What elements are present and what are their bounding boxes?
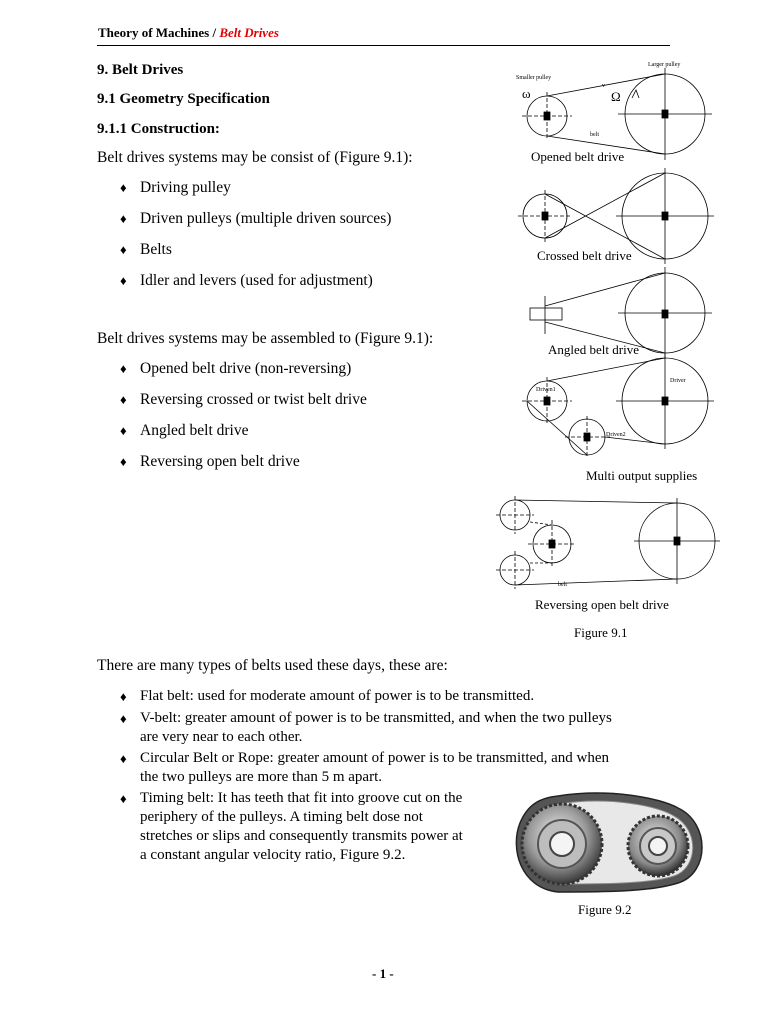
bullet-icon: ♦ xyxy=(120,711,127,726)
header-prefix: Theory of Machines / xyxy=(98,25,217,40)
list-item: Opened belt drive (non-reversing) xyxy=(140,360,352,377)
label-larger-pulley: Larger pulley xyxy=(648,62,681,68)
belt-type-rope-line2: the two pulleys are more than 5 m apart. xyxy=(140,769,383,785)
multi-output-diagram xyxy=(522,353,714,458)
opened-belt-drive-diagram xyxy=(522,68,712,160)
belt-drive-diagrams xyxy=(490,52,730,612)
label-smaller-pulley: Smaller pulley xyxy=(516,75,552,81)
header-section: Belt Drives xyxy=(219,25,279,40)
list-item: Idler and levers (used for adjustment) xyxy=(140,272,373,289)
subsection-heading: 9.1.1 Construction: xyxy=(97,121,220,137)
chapter-heading: 9. Belt Drives xyxy=(97,62,184,78)
reversing-open-belt-drive-diagram xyxy=(496,496,720,589)
header-rule xyxy=(97,45,670,46)
section-heading: 9.1 Geometry Specification xyxy=(97,91,270,107)
list-item: Angled belt drive xyxy=(140,422,249,439)
caption-angled: Angled belt drive xyxy=(548,342,639,357)
caption-reversing: Reversing open belt drive xyxy=(535,597,669,612)
figure-1-caption: Figure 9.1 xyxy=(574,625,628,640)
types-intro: There are many types of belts used these days, these are: xyxy=(97,657,448,674)
bullet-icon: ♦ xyxy=(120,242,127,257)
assembly-intro: Belt drives systems may be assembled to (Figure 9.1): xyxy=(97,330,434,347)
bullet-icon: ♦ xyxy=(120,361,127,376)
belt-type-timing-line3: stretches or slips and consequently transmits power at xyxy=(140,828,463,844)
label-driver: Driver xyxy=(670,378,686,384)
list-item: Driving pulley xyxy=(140,179,231,196)
timing-belt-photo xyxy=(510,788,710,896)
label-driven2: Driven2 xyxy=(606,432,626,438)
belt-type-vbelt-line1: V-belt: greater amount of power is to be transmitted, and when the two pulleys xyxy=(140,710,612,726)
label-belt: belt xyxy=(590,132,599,138)
bullet-icon: ♦ xyxy=(120,791,127,806)
list-item: Driven pulleys (multiple driven sources) xyxy=(140,210,392,227)
caption-opened: Opened belt drive xyxy=(531,149,625,164)
belt-type-rope-line1: Circular Belt or Rope: greater amount of power is to be transmitted, and when xyxy=(140,750,610,766)
bullet-icon: ♦ xyxy=(120,211,127,226)
belt-type-timing-line2: periphery of the pulleys. A timing belt dose not xyxy=(140,809,423,825)
page-number: - 1 - xyxy=(372,966,394,981)
list-item: Reversing crossed or twist belt drive xyxy=(140,391,367,408)
label-v: v xyxy=(602,83,605,89)
bullet-icon: ♦ xyxy=(120,423,127,438)
figure-2-caption: Figure 9.2 xyxy=(578,902,632,917)
list-item: Reversing open belt drive xyxy=(140,453,300,470)
label-omega-large: Ω xyxy=(611,89,621,104)
bullet-icon: ♦ xyxy=(120,273,127,288)
belt-type-timing-line4: a constant angular velocity ratio, Figure 9.2. xyxy=(140,847,406,863)
label-omega-small: ω xyxy=(522,86,531,101)
caption-multi: Multi output supplies xyxy=(586,468,698,483)
list-item: Belts xyxy=(140,241,172,258)
bullet-icon: ♦ xyxy=(120,454,127,469)
belt-type-timing-line1: Timing belt: It has teeth that fit into groove cut on the xyxy=(140,790,463,806)
caption-crossed: Crossed belt drive xyxy=(537,248,632,263)
bullet-icon: ♦ xyxy=(120,392,127,407)
bullet-icon: ♦ xyxy=(120,689,127,704)
label-belt-reversing: belt xyxy=(558,582,567,588)
belt-type-flat: Flat belt: used for moderate amount of power is to be transmitted. xyxy=(140,688,535,704)
bullet-icon: ♦ xyxy=(120,751,127,766)
belt-type-vbelt-line2: are very near to each other. xyxy=(140,729,303,745)
label-driven1: Driven1 xyxy=(536,387,556,393)
bullet-icon: ♦ xyxy=(120,180,127,195)
construction-intro: Belt drives systems may be consist of (Figure 9.1): xyxy=(97,149,413,166)
running-header xyxy=(98,25,279,41)
